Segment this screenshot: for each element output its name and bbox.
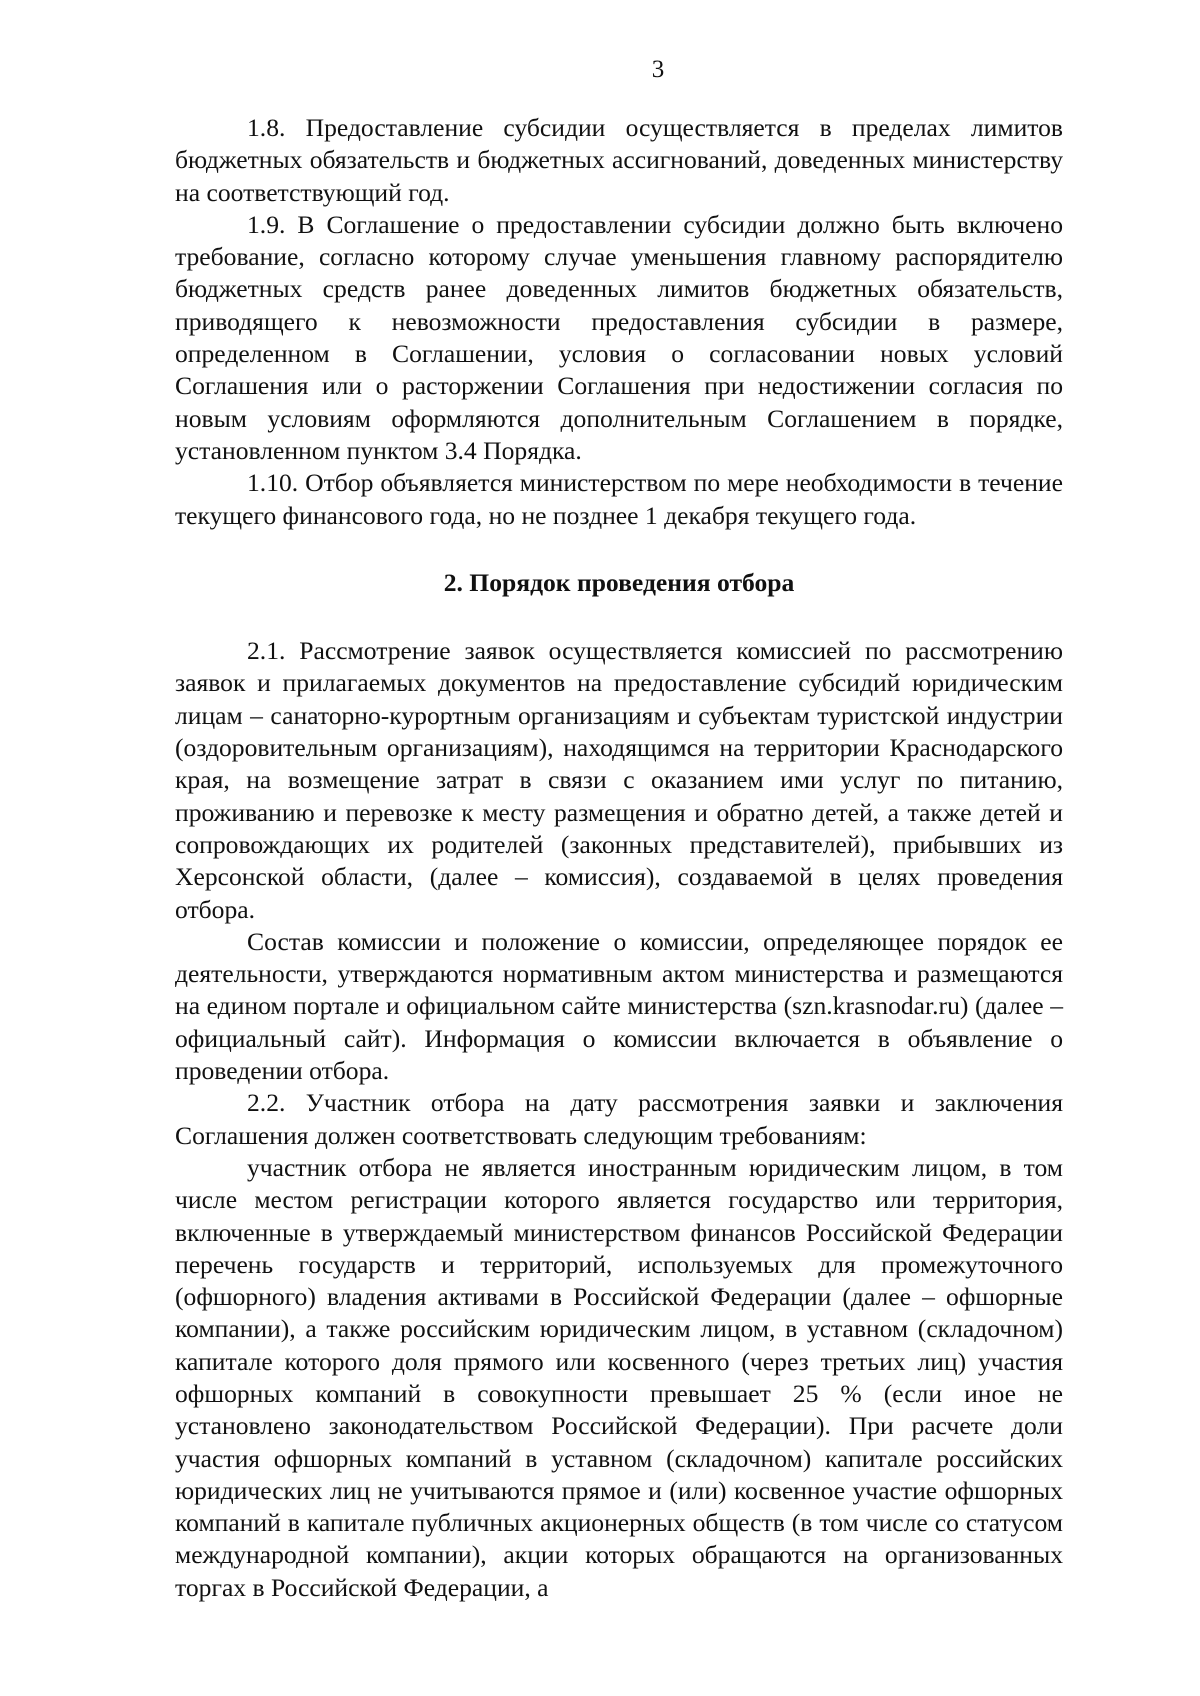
paragraph-2-1: 2.1. Рассмотрение заявок осуществляется комиссией по рассмотрению заявок и прилагаемых документов на предоставление субсидий юридическим лицам – санаторно-курортным организациям и субъектам туристской индустрии (оздоровительным организациям), находящимся на территории Краснодарского края, на возмещение затрат в связи с оказанием ими услуг по питанию, проживанию и перевозке к месту размещения и обратно детей, а также детей и сопровождающих их родителей (законных представителей), прибывших из Херсонской области, (далее – комиссия), создаваемой в целях проведения отбора. bbox=[175, 636, 1063, 924]
document-body bbox=[175, 112, 1063, 1604]
paragraph-1-8: 1.8. Предоставление субсидии осуществляется в пределах лимитов бюджетных обязательств и бюджетных ассигнований, доведенных министерству на соответствующий год. bbox=[175, 113, 1063, 207]
page-number: 3 bbox=[651, 56, 665, 83]
paragraph-commission: Состав комиссии и положение о комиссии, определяющее порядок ее деятельности, утверждаются нормативным актом министерства и размещаются на едином портале и официальном сайте министерства (szn.krasnodar.ru) (далее – официальный сайт). Информация о комиссии включается в объявление о проведении отбора. bbox=[175, 926, 1063, 1086]
paragraph-1-10: 1.10. Отбор объявляется министерством по мере необходимости в течение текущего финансового года, но не позднее 1 декабря текущего года. bbox=[175, 468, 1063, 530]
paragraph-participant: участник отбора не является иностранным юридическим лицом, в том числе местом регистрации которого является государство или территория, включенные в утверждаемый министерством финансов Российской Федерации перечень государств и территорий, используемых для промежуточного (офшорного) владения активами в Российской Федерации (далее – офшорные компании), а также российским юридическим лицом, в уставном (складочном) капитале которого доля прямого или косвенного (через третьих лиц) участия офшорных компаний в совокупности превышает 25 % (если иное не установлено законодательством Российской Федерации). При расчете доли участия офшорных компаний в уставном (складочном) капитале российских юридических лиц не учитываются прямое и (или) косвенное участие офшорных компаний в капитале публичных акционерных обществ (в том числе со статусом международной компании), акции которых обращаются на организованных торгах в Российской Федерации, а bbox=[175, 1152, 1063, 1602]
paragraph-2-2: 2.2. Участник отбора на дату рассмотрения заявки и заключения Соглашения должен соответствовать следующим требованиям: bbox=[175, 1088, 1063, 1150]
section-2-heading: 2. Порядок проведения отбора bbox=[443, 567, 795, 597]
paragraph-1-9: 1.9. В Соглашение о предоставлении субсидии должно быть включено требование, согласно которому случае уменьшения главному распорядителю бюджетных средств ранее доведенных лимитов бюджетных обязательств, приводящего к невозможности предоставления субсидии в размере, определенном в Соглашении, условия о согласовании новых условий Соглашения или о расторжении Соглашения при недостижении согласия по новым условиям оформляются дополнительным Соглашением в порядке, установленном пунктом 3.4 Порядка. bbox=[175, 209, 1063, 465]
